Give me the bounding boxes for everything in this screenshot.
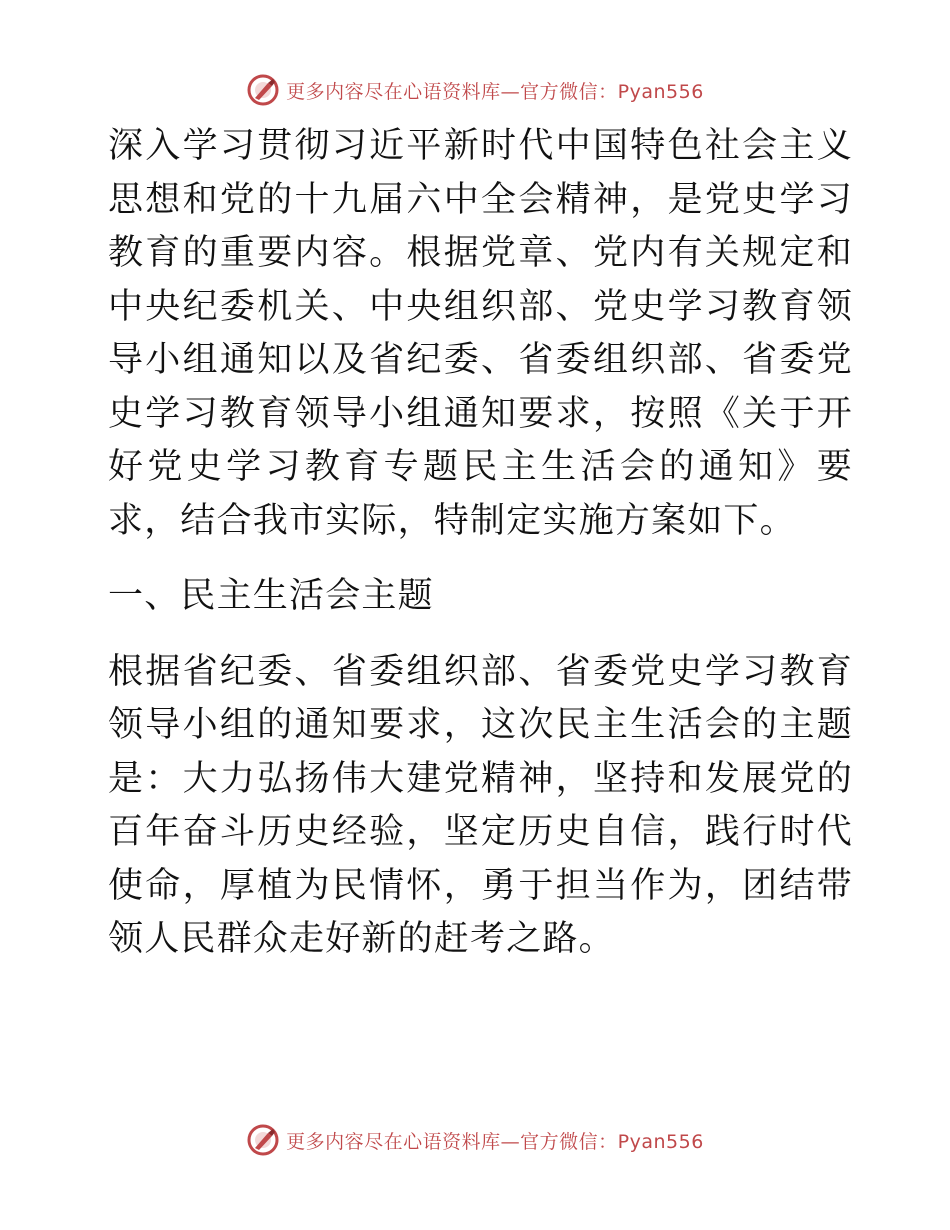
header-watermark xyxy=(0,70,950,110)
watermark-main-text: 更多内容尽在心语资料库—官方微信： xyxy=(286,80,618,103)
watermark-text xyxy=(286,77,704,104)
paragraph-intro: 深入学习贯彻习近平新时代中国特色社会主义思想和党的十九届六中全会精神，是党史学习教育的重要内容。根据党章、党内有关规定和中央纪委机关、中央组织部、党史学习教育领导小组通知以及省纪委、省委组织部、省委党史学习教育领导小组通知要求，按照《关于开好党史学习教育专题民主生活会的通知》要求，结合我市实际，特制定实施方案如下。 xyxy=(108,126,853,541)
watermark-wechat-id: Pyan556 xyxy=(617,1130,704,1153)
paragraph-theme: 根据省纪委、省委组织部、省委党史学习教育领导小组的通知要求，这次民主生活会的主题是：大力弘扬伟大建党精神，坚持和发展党的百年奋斗历史经验，坚定历史自信，践行时代使命，厚植为民情怀，勇于担当作为，团结带领人民群众走好新的赶考之路。 xyxy=(108,651,853,959)
footer-watermark xyxy=(0,1120,950,1160)
pen-nib-circle-icon xyxy=(246,1123,280,1157)
watermark-main-text: 更多内容尽在心语资料库—官方微信： xyxy=(286,1130,618,1153)
section-heading-theme: 一、民主生活会主题 xyxy=(108,576,434,616)
watermark-wechat-id: Pyan556 xyxy=(617,80,704,103)
watermark-text xyxy=(286,1127,704,1154)
document-body xyxy=(98,120,853,967)
pen-nib-circle-icon xyxy=(246,73,280,107)
